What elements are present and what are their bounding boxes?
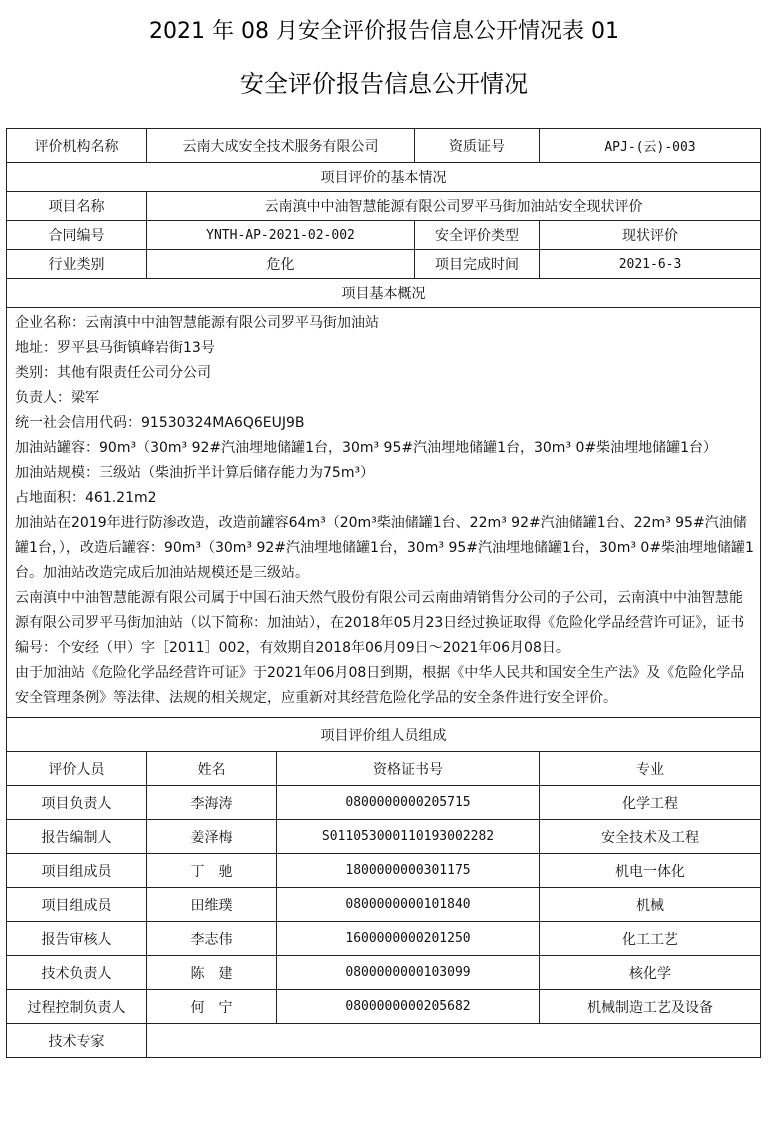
project-name-value: 云南滇中中油智慧能源有限公司罗平马街加油站安全现状评价: [147, 192, 761, 221]
team-col-name: 姓名: [147, 752, 277, 786]
overview-heading: 项目基本概况: [7, 279, 761, 308]
member-name: 姜泽梅: [147, 820, 277, 854]
table-row: [7, 820, 761, 854]
team-col-role: 评价人员: [7, 752, 147, 786]
member-major: 化学工程: [540, 786, 761, 820]
member-major: 化工工艺: [540, 922, 761, 956]
cert-value: APJ-(云)-003: [540, 129, 761, 163]
overview-floor-area: 占地面积：461.21m2: [15, 490, 157, 506]
overview-address: 地址：罗平县马街镇峰岩街13号: [15, 340, 215, 356]
eval-type-value: 现状评价: [540, 221, 761, 250]
member-role: 过程控制负责人: [7, 990, 147, 1024]
completion-label: 项目完成时间: [415, 250, 540, 279]
member-role: 项目负责人: [7, 786, 147, 820]
member-major: 机械: [540, 888, 761, 922]
table-row: [7, 956, 761, 990]
page-title: 2021 年 08 月安全评价报告信息公开情况表 01: [149, 19, 619, 44]
overview-renovation: 加油站在2019年进行防渗改造，改造前罐容64m³（20m³柴油储罐1台、22m³ 92#汽油储罐1台、22m³ 95#汽油储罐1台，），改造后罐容：90m³（30m³ 92#汽油埋地储罐1台，30m³ 95#汽油埋地储罐1台，30m³ 0#柴油埋地储罐1台。加油站改造完成后加油站规模还是三级站。: [15, 515, 754, 581]
overview-company-background: 云南滇中中油智慧能源有限公司属于中国石油天然气股份有限公司云南曲靖销售分公司的子公司，云南滇中中油智慧能源有限公司罗平马街加油站（以下简称：加油站），在2018年05月23日经过换证取得《危险化学品经营许可证》，证书编号：个安经（甲）字［2011］002，有效期自2018年06月09日～2021年06月08日。: [15, 590, 745, 656]
overview-station-scale: 加油站规模：三级站（柴油折半计算后储存能力为75m³）: [15, 465, 375, 481]
table-row: [7, 786, 761, 820]
industry-value: 危化: [147, 250, 415, 279]
basic-section-heading: 项目评价的基本情况: [7, 163, 761, 192]
member-role: 项目组成员: [7, 888, 147, 922]
industry-label: 行业类别: [7, 250, 147, 279]
member-name: 李志伟: [147, 922, 277, 956]
member-name: 丁 驰: [147, 854, 277, 888]
member-cert: 0800000000205715: [277, 786, 540, 820]
member-cert: 1800000000301175: [277, 854, 540, 888]
member-major: 机械制造工艺及设备: [540, 990, 761, 1024]
member-major: 机电一体化: [540, 854, 761, 888]
member-cert: 0800000000103099: [277, 956, 540, 990]
overview-company-name: 企业名称：云南滇中中油智慧能源有限公司罗平马街加油站: [15, 315, 379, 331]
member-cert: 1600000000201250: [277, 922, 540, 956]
page-subtitle: 安全评价报告信息公开情况: [240, 70, 528, 98]
expert-value: [147, 1024, 761, 1058]
disclosure-table: [6, 128, 761, 1058]
overview-tank-capacity: 加油站罐容：90m³（30m³ 92#汽油埋地储罐1台，30m³ 95#汽油埋地储罐1台，30m³ 0#柴油埋地储罐1台）: [15, 440, 718, 456]
member-role: 报告审核人: [7, 922, 147, 956]
member-major: 核化学: [540, 956, 761, 990]
team-heading: 项目评价组人员组成: [7, 718, 761, 752]
overview-body: [7, 308, 761, 718]
member-role: 技术负责人: [7, 956, 147, 990]
org-value: 云南大成安全技术服务有限公司: [147, 129, 415, 163]
team-col-cert: 资格证书号: [277, 752, 540, 786]
table-row: [7, 990, 761, 1024]
eval-type-label: 安全评价类型: [415, 221, 540, 250]
member-role: 项目组成员: [7, 854, 147, 888]
contract-label: 合同编号: [7, 221, 147, 250]
team-col-major: 专业: [540, 752, 761, 786]
overview-credit-code: 统一社会信用代码：91530324MA6Q6EUJ9B: [15, 415, 305, 431]
expert-label: 技术专家: [7, 1024, 147, 1058]
overview-category: 类别：其他有限责任公司分公司: [15, 365, 211, 381]
member-name: 李海涛: [147, 786, 277, 820]
completion-value: 2021-6-3: [540, 250, 761, 279]
member-role: 报告编制人: [7, 820, 147, 854]
overview-evaluation-reason: 由于加油站《危险化学品经营许可证》于2021年06月08日到期，根据《中华人民共和国安全生产法》及《危险化学品安全管理条例》等法律、法规的相关规定，应重新对其经营危险化学品的安全条件进行安全评价。: [15, 665, 745, 706]
org-label: 评价机构名称: [7, 129, 147, 163]
member-name: 何 宁: [147, 990, 277, 1024]
member-name: 田维璞: [147, 888, 277, 922]
member-major: 安全技术及工程: [540, 820, 761, 854]
member-cert: 0800000000101840: [277, 888, 540, 922]
table-row: [7, 922, 761, 956]
contract-value: YNTH-AP-2021-02-002: [147, 221, 415, 250]
overview-responsible-person: 负责人：梁军: [15, 390, 99, 406]
table-row: [7, 854, 761, 888]
project-name-label: 项目名称: [7, 192, 147, 221]
member-cert: S011053000110193002282: [277, 820, 540, 854]
member-name: 陈 建: [147, 956, 277, 990]
member-cert: 0800000000205682: [277, 990, 540, 1024]
cert-label: 资质证号: [415, 129, 540, 163]
table-row: [7, 888, 761, 922]
